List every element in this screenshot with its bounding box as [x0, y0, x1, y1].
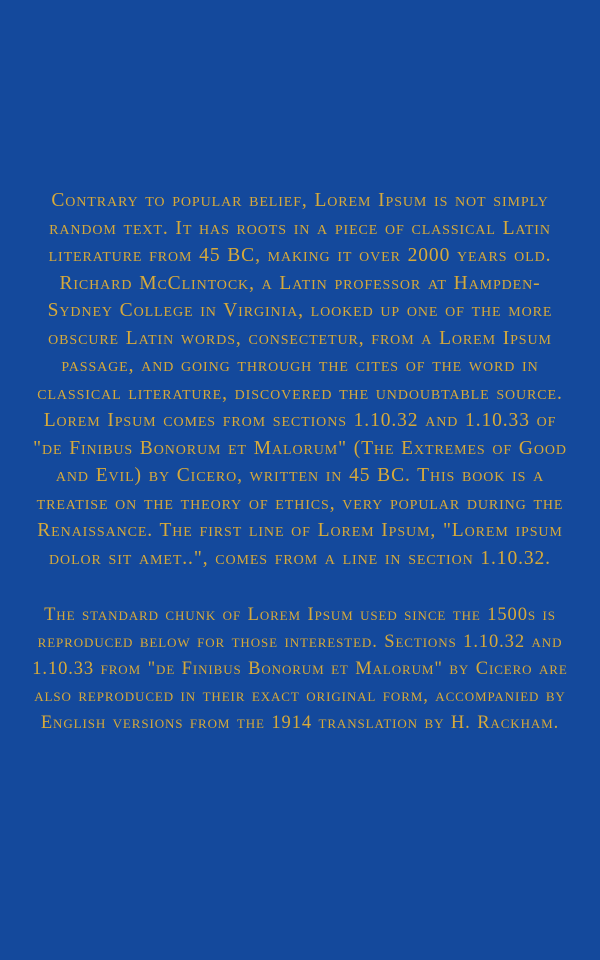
paragraph-2: The standard chunk of Lorem Ipsum used since the 1500s is reproduced below for those interested. Sections 1.10.32 and 1.10.33 from "de Finibus Bonorum et Malorum" by Cicero are also reproduced in their exact original form, accompanied by English versions from the 1914 translation by H. Rackham.	[32, 605, 568, 733]
text-block	[32, 187, 568, 737]
paragraph-1: Contrary to popular belief, Lorem Ipsum is not simply random text. It has roots in a piece of classical Latin literature from 45 BC, making it over 2000 years old. Richard McClintock, a Latin professor at Hampden-Sydney College in Virginia, looked up one of the more obscure Latin words, consectetur, from a Lorem Ipsum passage, and going through the cites of the word in classical literature, discovered the undoubtable source. Lorem Ipsum comes from sections 1.10.32 and 1.10.33 of "de Finibus Bonorum et Malorum" (The Extremes of Good and Evil) by Cicero, written in 45 BC. This book is a treatise on the theory of ethics, very popular during the Renaissance. The first line of Lorem Ipsum, "Lorem ipsum dolor sit amet..", comes from a line in section 1.10.32.	[33, 190, 567, 569]
